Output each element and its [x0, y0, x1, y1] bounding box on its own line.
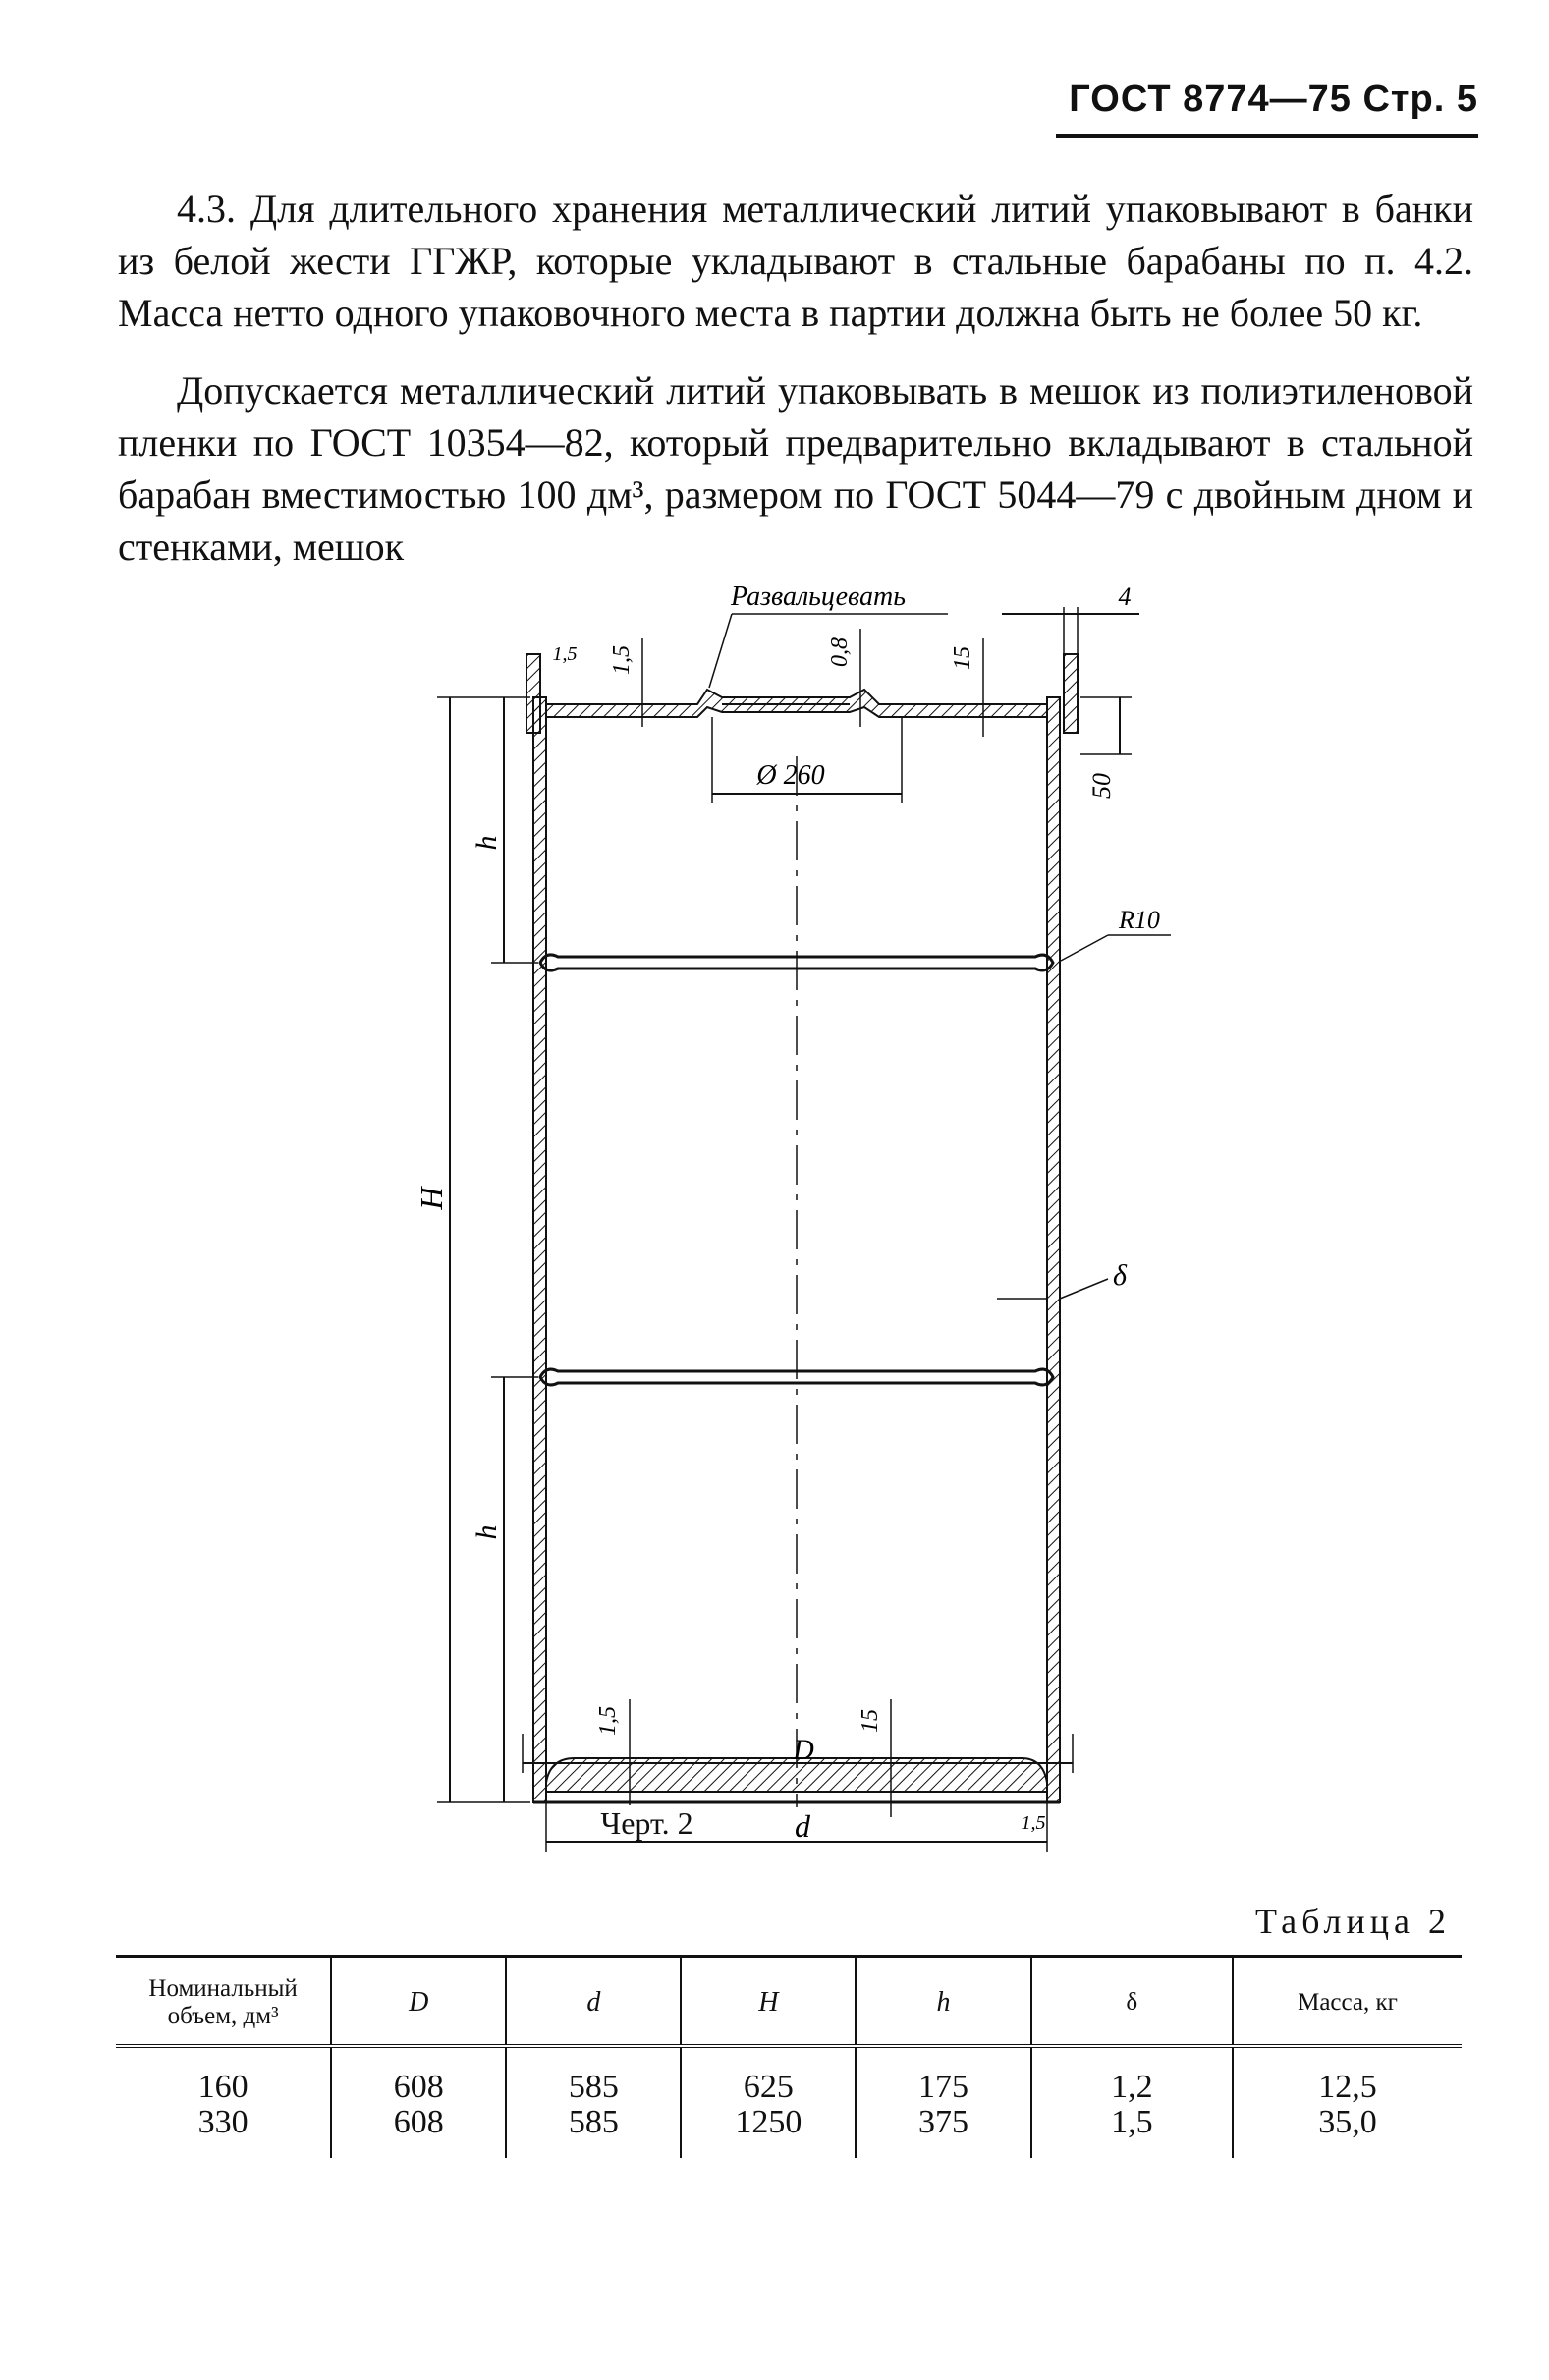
figure-caption: Черт. 2: [600, 1805, 693, 1841]
drum-drawing-svg: [0, 570, 1549, 1856]
dim-h-upper-label: h: [470, 835, 503, 851]
paragraph-4-3-text: 4.3. Для длительного хранения металлический литий упаковывают в банки из белой жести ГГЖР, которые укладывают в стальные барабаны по п. 4.2. Масса нетто одного упаковочного места в партии должна быть не более 50 кг.: [118, 187, 1473, 335]
cell-mass: 35,0: [1233, 2105, 1462, 2158]
cell-volume: 160: [197, 2069, 249, 2105]
cell-volume: 330: [197, 2104, 249, 2140]
top-right-flange: [1064, 654, 1078, 733]
header-volume: Номинальный объем, дм³: [148, 1975, 298, 2029]
dim-D-label: D: [793, 1734, 814, 1766]
cell-D: 608: [331, 2105, 506, 2158]
cell-d: 585: [506, 2046, 681, 2105]
header-delta: δ: [1031, 1957, 1234, 2047]
header-title: ГОСТ 8774—75 Стр. 5: [1069, 79, 1478, 120]
roll-label-leader: [709, 614, 732, 688]
cell-delta: 1,2: [1031, 2046, 1234, 2105]
dim-0-8-label: 0,8: [827, 637, 853, 667]
dim-delta-leader: [1060, 1279, 1108, 1299]
dim-1-5-top-label: 1,5: [609, 645, 635, 675]
top-left-flange: [526, 654, 540, 733]
left-wall: [533, 697, 546, 1802]
dim-D-svg: [0, 1734, 1549, 1793]
paragraph-4-3: [118, 183, 1473, 339]
drum-drawing: [0, 570, 1549, 1856]
header-rule: [1056, 134, 1478, 138]
dim-R10-label: R10: [1119, 906, 1160, 934]
header-H: H: [681, 1957, 856, 2047]
dim-50-label: 50: [1087, 773, 1116, 799]
dim-15-top-label: 15: [950, 646, 975, 670]
dim-15-bottom-label: 15: [857, 1709, 883, 1733]
header-mass: Масса, кг: [1233, 1957, 1462, 2047]
dim-diam-label: Ø 260: [756, 760, 825, 791]
cell-H: 1250: [681, 2105, 856, 2158]
cell-mass: 12,5: [1233, 2046, 1462, 2105]
header-h: h: [856, 1957, 1030, 2047]
dim-4-label: 4: [1118, 582, 1132, 611]
table-container: [116, 1955, 1462, 2158]
dim-h-lower-label: h: [470, 1524, 503, 1540]
cell-H: 625: [681, 2046, 856, 2105]
paragraph-allowance: [118, 364, 1473, 573]
table-row: [116, 2046, 1462, 2105]
paragraph-allowance-text: Допускается металлический литий упаковывать в мешок из полиэтиленовой пленки по ГОСТ 10354—82, который предварительно вкладывают в стальной барабан вместимостью 100 дм³, размером по ГОСТ 5044—79 с двойным дном и стенками, мешок: [118, 368, 1473, 569]
dim-delta-label: δ: [1113, 1259, 1127, 1292]
dim-R10-leader: [1061, 935, 1108, 961]
dim-1-5-bottom-label: 1,5: [595, 1706, 621, 1736]
header-d: d: [506, 1957, 681, 2047]
drum-table: [116, 1955, 1462, 2158]
header-D: D: [331, 1957, 506, 2047]
roll-label: Развальцевать: [731, 581, 906, 612]
cell-D: 608: [331, 2046, 506, 2105]
page-header: [1056, 79, 1478, 143]
right-wall: [1047, 697, 1060, 1802]
dim-1-5-corner-label: 1,5: [552, 643, 578, 665]
table-header-row: [116, 1957, 1462, 2047]
dim-d-label: d: [795, 1808, 810, 1844]
cell-d: 585: [506, 2105, 681, 2158]
cell-h: 175: [856, 2046, 1030, 2105]
cell-delta: 1,5: [1031, 2105, 1234, 2158]
table-row: [116, 2105, 1462, 2158]
cell-h: 375: [856, 2105, 1030, 2158]
table-label: Таблица 2: [1255, 1902, 1451, 1941]
dim-1-5-bottom-corner-label: 1,5: [1021, 1812, 1046, 1834]
dim-H-label: H: [414, 1187, 449, 1210]
